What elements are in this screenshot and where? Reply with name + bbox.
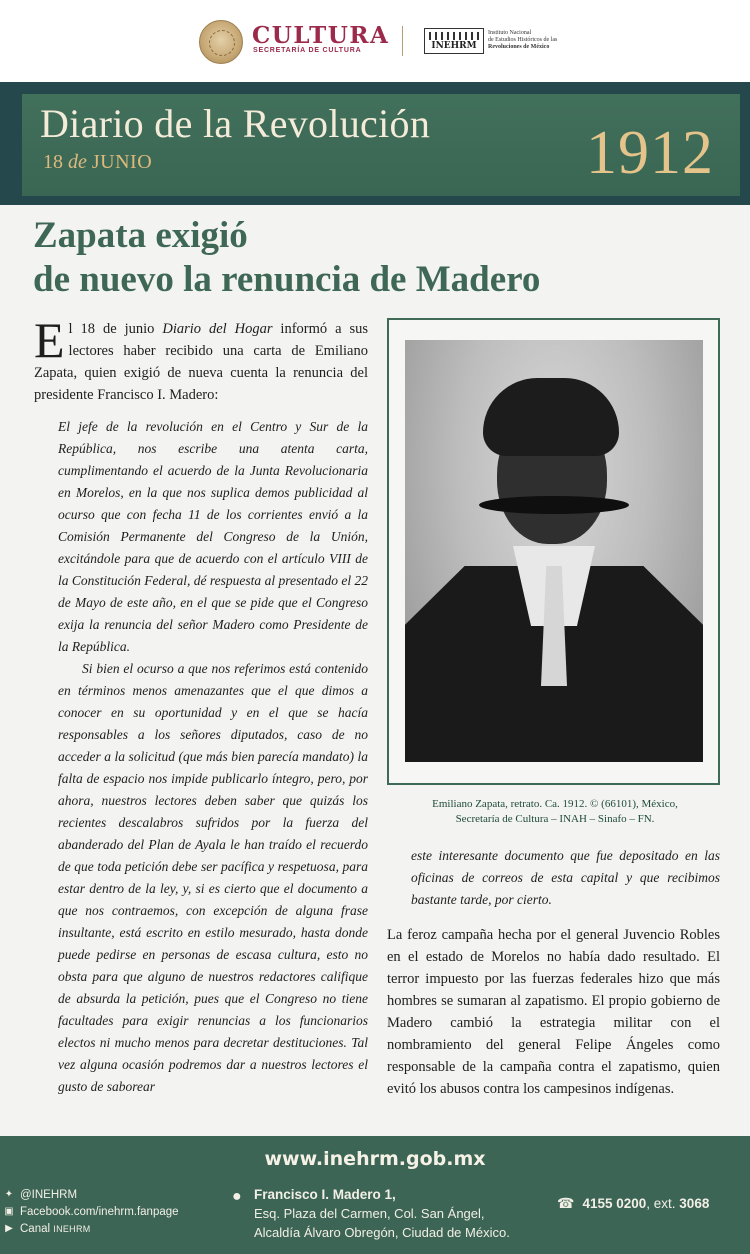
headline-line2: de nuevo la renuncia de Madero [33,259,541,300]
inehrm-logo [424,28,484,54]
youtube-label: Canal [20,1222,51,1235]
photo-frame [387,318,720,785]
phone-number: 4155 0200 [582,1196,647,1211]
facebook-url: Facebook.com/inehrm.fanpage [20,1205,179,1218]
cultura-logo-subtitle: SECRETARÍA DE CULTURA [253,47,362,54]
social-links [2,1186,179,1237]
twitter-link[interactable] [2,1186,179,1203]
newspaper-name: Diario del Hogar [162,321,273,337]
address-street: Francisco I. Madero 1, [254,1187,396,1202]
headline-line1: Zapata exigió [33,215,248,256]
logo-divider [402,26,403,56]
article-intro [34,312,368,406]
quote-continuation: este interesante documento que fue depositado en las oficinas de correos de esta capital y que recibimos bastante tarde, por cierto. [411,848,720,907]
youtube-channel: INEHRM [53,1223,91,1234]
phone-ext-label: , ext. [646,1196,680,1211]
caption-line2: Secretaría de Cultura – INAH – Sinafo – FN. [455,813,655,825]
facebook-icon: ▣ [4,1206,14,1217]
intro-text-a: l 18 de junio [68,321,163,337]
issue-day: 18 [43,151,63,173]
twitter-icon: ✦ [4,1189,14,1200]
cultura-logo-text: CULTURA [252,22,390,49]
phone-extension: 3068 [679,1196,710,1211]
inehrm-desc-line2: de Estudios Históricos de las [488,37,558,43]
article-body-paragraph: La feroz campaña hecha por el general Juvencio Robles en el estado de Morelos no había dado resultado. El terror impuesto por las fuerzas federales hizo que más hombres se sumaran al zapatismo. El propio gobierno de Madero cambió la estrategia militar con el nombramiento del general Felipe Ángeles como responsable de la campaña contra el zapatismo, quien evitó los abusos contra los campesinos indígenas. [387,927,720,1097]
youtube-link[interactable] [2,1220,179,1237]
inehrm-columns-icon [429,32,479,40]
phone-block[interactable] [557,1195,709,1212]
issue-month: JUNIO [91,151,153,173]
issue-year: 1912 [586,119,714,187]
inehrm-desc-line3: Revoluciones de México [488,44,550,50]
article-headline [33,214,733,302]
quote-paragraph-1: El jefe de la revolución en el Centro y Sur de la República, nos escribe una atenta carta, cumplimentando el acuerdo de la Junta Revolucionaria en Morelos, en la que nos suplica demos publicidad al ocurso que con fecha 11 de los corrientes envió a la Comisión Permanente del Congreso de la Unión, excitándole para que de acuerdo con el artículo VIII de la Constitución Federal, dé respuesta al presentado el 22 de Mayo de este año, en el que se pide que el Congreso exija la renuncia del señor Madero como Presidente de la República. [58,419,368,654]
youtube-icon: ▶ [5,1223,13,1234]
intro-text-b: informó a sus lectores haber recibido una carta de Emiliano Zapata, quien exigió de nueva cuenta la renuncia del presidente Francisco I. Madero: [34,321,368,403]
phone-icon: ☎ [557,1195,575,1211]
quote-paragraph-2: Si bien el ocurso a que nos referimos está contenido en términos menos amenazantes que el que dimos a conocer en su oportunidad y en el que se hacía responsables a los señores diputados, caso de no acceder a la solicitud (que más bien parecía mandato) la falta de espacio nos impide publicarlo íntegro, pero, por ahora, nuestros lectores deben saber que quizás los recientes descalabros sufridos por la fuerza del abanderado del Plan de Ayala le han traído el recuerdo de que toda petición debe ser pacífica y respetuosa, para estar dentro de la ley, y, si es cierto que el documento a que nos contraemos, con excepción de alguna frase insultante, está escrito en estilo mesurado, hasta donde puede pedirse en personas de escasa cultura, esto no obsta para que alguno de nuestros redactores califique de absurda la petición, pues que el Congreso no tiene facultades para exigir renuncias a los funcionarios electos ni mucho menos para decretar destituciones. Tal vez alguna ocasión podremos dar a nuestros lectores el gusto de saborear [58,661,368,1094]
article-left-column [34,312,368,1098]
issue-date [43,151,152,174]
inehrm-desc-line1: Instituto Nacional [488,30,532,36]
facebook-link[interactable] [2,1203,179,1220]
caption-line1: Emiliano Zapata, retrato. Ca. 1912. © (66101), México, [432,798,678,810]
portrait-mustache [479,496,629,514]
address-line2: Esq. Plaza del Carmen, Col. San Ángel, [254,1206,485,1221]
address-line3: Alcaldía Álvaro Obregón, Ciudad de México. [254,1225,510,1240]
mexican-seal-icon [199,20,243,64]
issue-date-de: de [68,151,87,173]
location-pin-icon: ● [232,1188,242,1205]
zapata-portrait-image [405,340,703,762]
publication-title: Diario de la Revolución [40,101,431,146]
drop-cap: E [34,312,65,368]
portrait-hair [483,378,619,456]
photo-caption [395,797,715,827]
address-block [232,1185,510,1242]
website-link[interactable]: www.inehrm.gob.mx [264,1148,486,1170]
inehrm-description [488,30,568,51]
inehrm-logo-text: INEHRM [431,41,477,51]
article-right-column [387,845,720,1100]
twitter-handle: @INEHRM [20,1188,78,1201]
quoted-letter [34,416,368,1098]
